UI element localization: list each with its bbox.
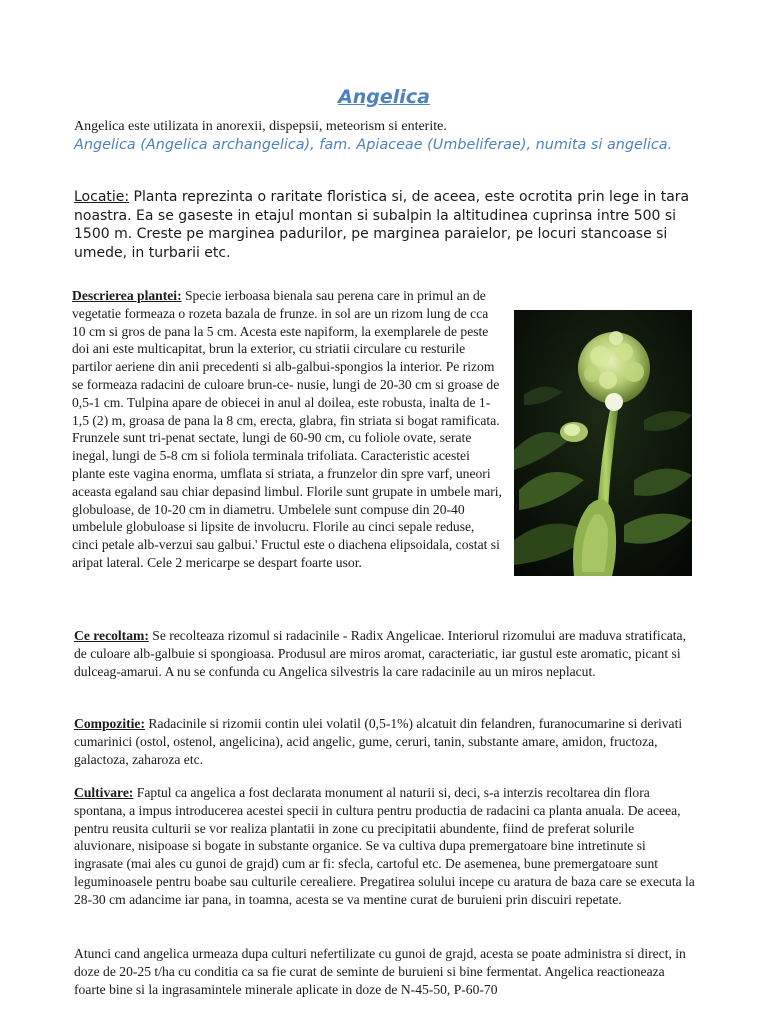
descriere-text: Specie ierboasa bienala sau perena care in primul an de vegetatie formeaza o rozeta bazala de frunze. in sol are un rizom lung de cca 10 cm si gros de pana la 5 cm. Acesta este napiform, la exemplarele de peste doi ani este multicapitat, brun la exterior, cu striatii circulare cu resturile partilor aeriene din anii precedenti si alb-galbui-spongios la interior. Pe rizom se formeaza radacini de culoare brun-ce- nusie, lungi de 20-30 cm si groase de 0,5-1 cm. Tulpina apare de obiecei in anul al doilea, este robusta, inalta de 1-1,5 (2) m, groasa de pana la 8 cm, erecta, glabra, fin striata si bogat ramificata. Frunzele sunt tri-penat sectate, lungi de 60-90 cm, cu foliole ovate, serate inegal, lungi de 5-8 cm si foliola terminala trifoliata. Caracteristic acestei plante este vagina enorma, umflata si striata, a frunzelor din spre varf, uneori aceasta egaland sau chiar depasind limbul. Florile sunt grupate in umbele mari, globuloase, de 10-20 cm in diametru. Umbelele sunt compuse din 20-40 umbelule globuloase si lipsite de involucru. Florile au cinci sepale reduse, cinci petale alb-verzui sau galbui.' Fructul este o diachena elipsoidala, costat si aripat lateral. Cele 2 mericarpe se despart foarte usor. bbox=[72, 288, 502, 570]
recoltam-label: Ce recoltam: bbox=[74, 628, 149, 643]
document-title: Angelica bbox=[338, 86, 430, 108]
descriere-section bbox=[72, 287, 504, 572]
fertilizare-paragraph: Atunci cand angelica urmeaza dupa culturi nefertilizate cu gunoi de grajd, acesta se poate administra si direct, in doze de 20-25 t/ha cu conditia ca sa fie curat de seminte de buruieni si bine fermentat. Angelica reactioneaza foarte bine si la ingrasamintele minerale aplicate in doze de N-45-50, P-60-70 bbox=[74, 946, 686, 997]
compozitie-section bbox=[74, 715, 696, 768]
compozitie-label: Compozitie: bbox=[74, 716, 145, 731]
scientific-name-heading: Angelica (Angelica archangelica), fam. Apiaceae (Umbeliferae), numita si angelica. bbox=[74, 137, 673, 153]
cultivare-text: Faptul ca angelica a fost declarata monument al naturii si, deci, s-a interzis recoltarea din flora spontana, a impus introducerea acestei specii in cultura pentru productia de radacini ca planta anuala. De aceea, pentru reusita culturii se vor realiza plantatii in zone cu precipitatii abundente, fiind de preferat solurile aluvionare, nisipoase si bogate in substante organice. Se va cultiva dupa premergatoare bine intretinute si ingrasate (mai ales cu gunoi de grajd) cum ar fi: sfecla, cartoful etc. De asemenea, bune premergatoare sunt leguminoasele pentru boabe sau culturile cerealiere. Pregatirea solului incepe cu aratura de baza care se executa la 28-30 cm adancime iar pana, in toamna, acesta se va mentine curat de buruieni prin discuiri repetate. bbox=[74, 785, 695, 907]
recoltam-text: Se recolteaza rizomul si radacinile - Radix Angelicae. Interiorul rizomului are maduva stratificata, de culoare alb-galbuie si spongioasa. Produsul are miros aromat, caracteriatic, iar gustul este aromatic, picant si dulceag-amarui. A nu se confunda cu Angelica silvestris la care radacinile au un miros neplacut. bbox=[74, 628, 686, 679]
recoltam-section bbox=[74, 627, 696, 680]
locatie-text: Planta reprezinta o raritate floristica si, de aceea, este ocrotita prin lege in tara noastra. Ea se gaseste in etajul montan si subalpin la altitudinea cuprinsa intre 500 si 1500 m. Creste pe marginea padurilor, pe marginea paraielor, pe locuri stancoase si umede, in turbarii etc. bbox=[74, 189, 690, 261]
locatie-label: Locatie: bbox=[74, 189, 130, 205]
compozitie-text: Radacinile si rizomii contin ulei volatil (0,5-1%) alcatuit din felandren, furanocumarine si derivati cumarinici (ostol, ostenol, angelicina), acid angelic, gume, ceruri, tanin, substante amare, amidon, fructoza, galactoza, zaharoza etc. bbox=[74, 716, 683, 767]
locatie-section bbox=[74, 188, 694, 262]
cultivare-section bbox=[74, 784, 696, 909]
intro-paragraph: Angelica este utilizata in anorexii, dispepsii, meteorism si enterite. bbox=[74, 119, 447, 134]
angelica-plant-photo bbox=[514, 310, 692, 576]
descriere-label: Descrierea plantei: bbox=[72, 288, 182, 303]
cultivare-label: Cultivare: bbox=[74, 785, 134, 800]
